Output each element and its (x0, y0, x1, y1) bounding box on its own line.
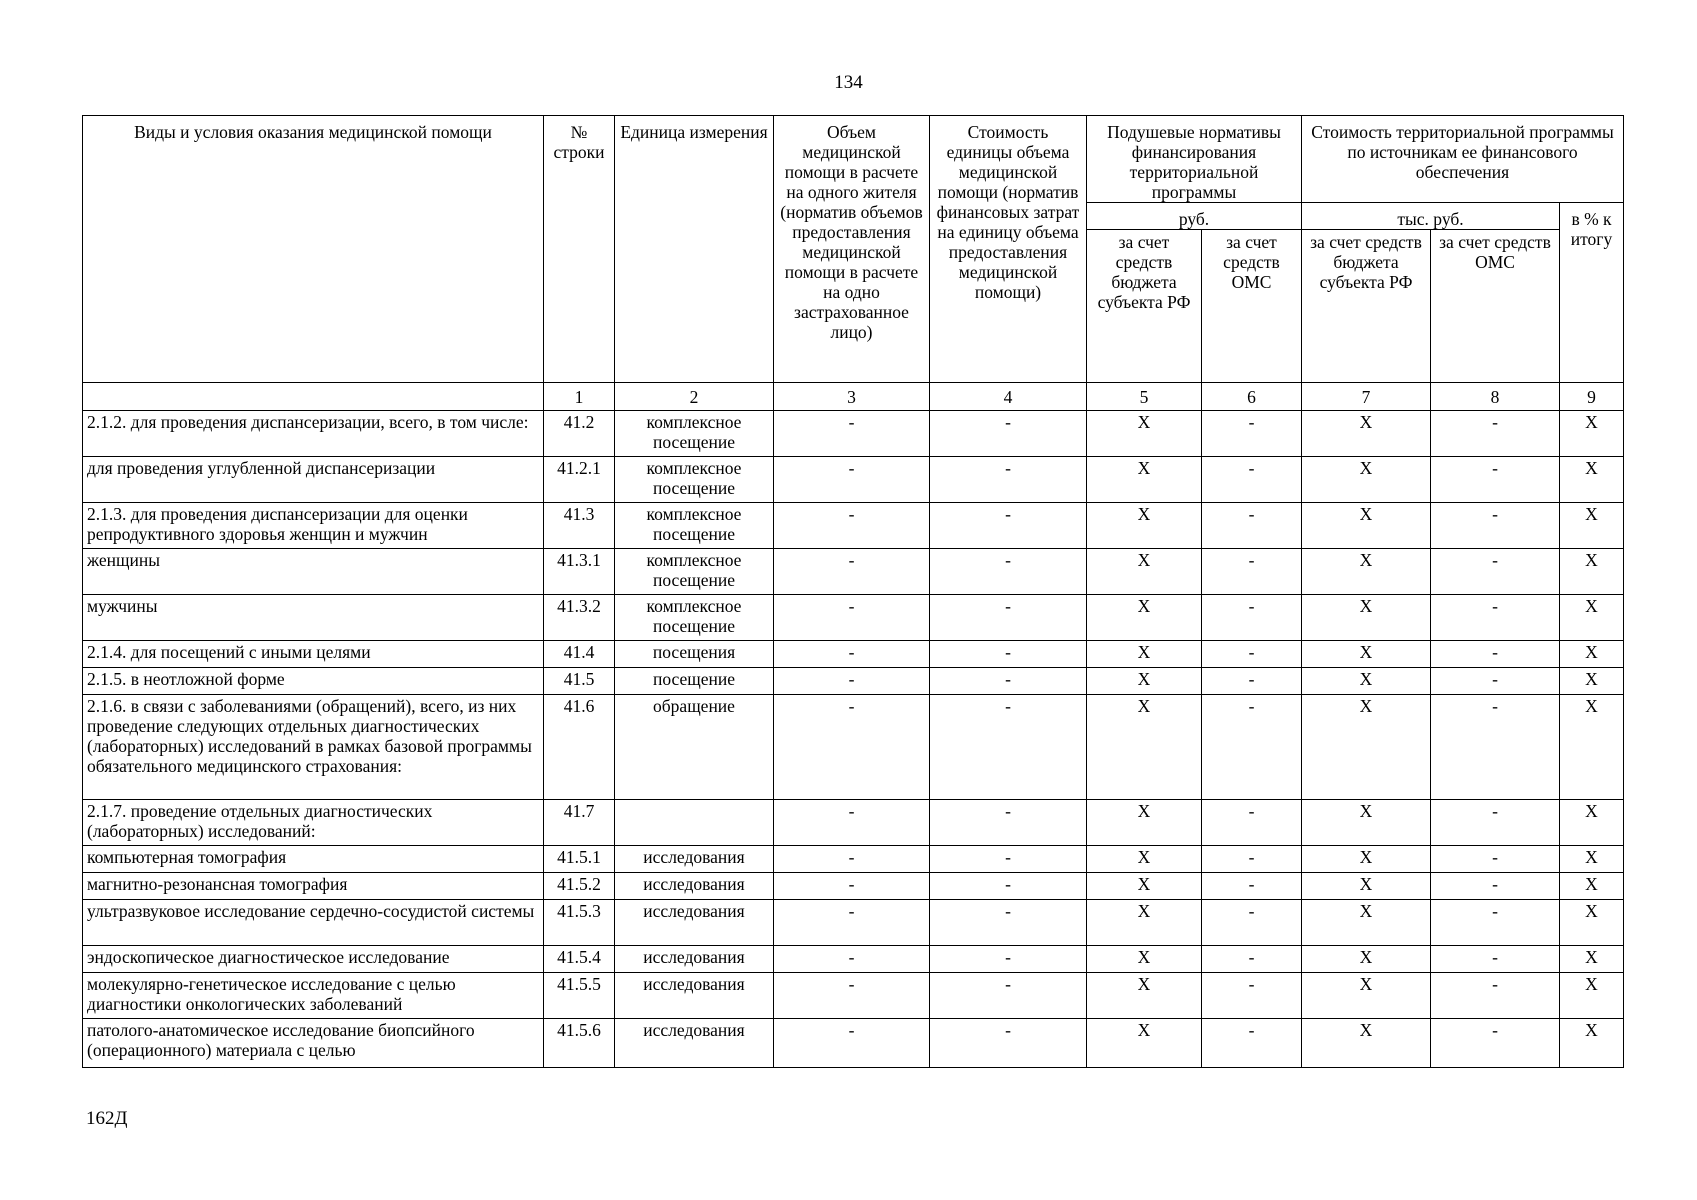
header-unit-cost: Стоимость единицы объема медицинской помощи (норматив финансовых затрат на единицу объема предоставления медицинской помощи) (930, 116, 1087, 383)
volume-cell: - (774, 873, 930, 900)
row-number-cell: 41.5.3 (544, 900, 615, 946)
header-unit-thousand-rub: тыс. руб. (1302, 203, 1560, 230)
volume-cell: - (774, 668, 930, 695)
percap-oms-cell: - (1202, 946, 1302, 973)
total-oms-cell: - (1431, 641, 1560, 668)
percent-cell: X (1560, 846, 1624, 873)
total-budget-cell: X (1302, 846, 1431, 873)
percent-cell: X (1560, 595, 1624, 641)
row-number-cell: 41.5.6 (544, 1019, 615, 1068)
care-type-cell: для проведения углубленной диспансеризации (83, 457, 544, 503)
total-budget-cell: X (1302, 641, 1431, 668)
column-number: 6 (1202, 383, 1302, 411)
percap-oms-cell: - (1202, 1019, 1302, 1068)
unit-cost-cell: - (930, 846, 1087, 873)
header-unit: Единица измерения (615, 116, 774, 383)
percap-budget-cell: X (1087, 846, 1202, 873)
header-percent-of-total: в % к итогу (1560, 203, 1624, 383)
volume-cell: - (774, 695, 930, 800)
unit-cell: исследования (615, 846, 774, 873)
care-type-cell: 2.1.5. в неотложной форме (83, 668, 544, 695)
percent-cell: X (1560, 800, 1624, 846)
percent-cell: X (1560, 549, 1624, 595)
percap-budget-cell: X (1087, 549, 1202, 595)
unit-cell: посещение (615, 668, 774, 695)
total-budget-cell: X (1302, 503, 1431, 549)
footer-document-code: 162Д (86, 1108, 128, 1129)
care-type-cell: эндоскопическое диагностическое исследование (83, 946, 544, 973)
column-number-empty (83, 383, 544, 411)
column-number: 5 (1087, 383, 1202, 411)
percap-oms-cell: - (1202, 503, 1302, 549)
unit-cell: обращение (615, 695, 774, 800)
column-number: 7 (1302, 383, 1431, 411)
row-number-cell: 41.5.1 (544, 846, 615, 873)
percent-cell: X (1560, 503, 1624, 549)
percap-oms-cell: - (1202, 873, 1302, 900)
total-budget-cell: X (1302, 1019, 1431, 1068)
volume-cell: - (774, 973, 930, 1019)
column-number: 3 (774, 383, 930, 411)
unit-cell: комплексное посещение (615, 549, 774, 595)
page-number: 134 (834, 72, 863, 93)
unit-cost-cell: - (930, 973, 1087, 1019)
row-number-cell: 41.3.2 (544, 595, 615, 641)
percent-cell: X (1560, 457, 1624, 503)
total-oms-cell: - (1431, 846, 1560, 873)
unit-cost-cell: - (930, 873, 1087, 900)
total-budget-cell: X (1302, 695, 1431, 800)
care-type-cell: 2.1.4. для посещений с иными целями (83, 641, 544, 668)
percap-oms-cell: - (1202, 973, 1302, 1019)
volume-cell: - (774, 641, 930, 668)
percap-budget-cell: X (1087, 668, 1202, 695)
row-number-cell: 41.5.2 (544, 873, 615, 900)
unit-cell: исследования (615, 973, 774, 1019)
total-budget-cell: X (1302, 800, 1431, 846)
header-budget-col5: за счет средств бюджета субъекта РФ (1087, 230, 1202, 383)
percent-cell: X (1560, 411, 1624, 457)
unit-cell: комплексное посещение (615, 457, 774, 503)
row-number-cell: 41.3 (544, 503, 615, 549)
unit-cell: комплексное посещение (615, 411, 774, 457)
column-number: 2 (615, 383, 774, 411)
total-oms-cell: - (1431, 668, 1560, 695)
row-number-cell: 41.4 (544, 641, 615, 668)
unit-cell: исследования (615, 1019, 774, 1068)
unit-cell: исследования (615, 900, 774, 946)
row-number-cell: 41.6 (544, 695, 615, 800)
unit-cell: комплексное посещение (615, 595, 774, 641)
care-type-cell: молекулярно-генетическое исследование с целью диагностики онкологических заболеваний (83, 973, 544, 1019)
percent-cell: X (1560, 973, 1624, 1019)
unit-cost-cell: - (930, 668, 1087, 695)
unit-cost-cell: - (930, 1019, 1087, 1068)
table-row (83, 549, 1624, 595)
percent-cell: X (1560, 873, 1624, 900)
percap-oms-cell: - (1202, 549, 1302, 595)
unit-cost-cell: - (930, 641, 1087, 668)
total-budget-cell: X (1302, 595, 1431, 641)
percent-cell: X (1560, 900, 1624, 946)
table-row (83, 946, 1624, 973)
header-oms-col6: за счет средств ОМС (1202, 230, 1302, 383)
percent-cell: X (1560, 668, 1624, 695)
column-number: 9 (1560, 383, 1624, 411)
volume-cell: - (774, 503, 930, 549)
column-number-row (83, 383, 1624, 411)
percap-oms-cell: - (1202, 457, 1302, 503)
row-number-cell: 41.3.1 (544, 549, 615, 595)
column-number: 4 (930, 383, 1087, 411)
percap-budget-cell: X (1087, 973, 1202, 1019)
column-number: 1 (544, 383, 615, 411)
total-oms-cell: - (1431, 411, 1560, 457)
care-type-cell: 2.1.6. в связи с заболеваниями (обращений), всего, из них проведение следующих отдельных диагностических (лабораторных) исследований в рамках базовой программы обязательного медицинского страхования: (83, 695, 544, 800)
volume-cell: - (774, 549, 930, 595)
care-type-cell: мужчины (83, 595, 544, 641)
total-budget-cell: X (1302, 457, 1431, 503)
care-type-cell: компьютерная томография (83, 846, 544, 873)
row-number-cell: 41.2.1 (544, 457, 615, 503)
total-oms-cell: - (1431, 503, 1560, 549)
care-type-cell: женщины (83, 549, 544, 595)
percap-oms-cell: - (1202, 846, 1302, 873)
percap-budget-cell: X (1087, 946, 1202, 973)
row-number-cell: 41.7 (544, 800, 615, 846)
care-type-cell: 2.1.7. проведение отдельных диагностических (лабораторных) исследований: (83, 800, 544, 846)
volume-cell: - (774, 846, 930, 873)
table-row (83, 503, 1624, 549)
table-row (83, 641, 1624, 668)
unit-cell (615, 800, 774, 846)
volume-cell: - (774, 900, 930, 946)
total-budget-cell: X (1302, 873, 1431, 900)
total-oms-cell: - (1431, 973, 1560, 1019)
percap-budget-cell: X (1087, 411, 1202, 457)
table-row (83, 1019, 1624, 1068)
table-row (83, 846, 1624, 873)
header-per-capita-group: Подушевые нормативы финансирования территориальной программы (1087, 116, 1302, 203)
percap-budget-cell: X (1087, 641, 1202, 668)
table-row (83, 457, 1624, 503)
financing-table (82, 115, 1624, 1068)
row-number-cell: 41.5 (544, 668, 615, 695)
total-oms-cell: - (1431, 900, 1560, 946)
percap-budget-cell: X (1087, 800, 1202, 846)
header-oms-col8: за счет средств ОМС (1431, 230, 1560, 383)
percap-budget-cell: X (1087, 873, 1202, 900)
volume-cell: - (774, 411, 930, 457)
care-type-cell: 2.1.3. для проведения диспансеризации для оценки репродуктивного здоровья женщин и мужчин (83, 503, 544, 549)
care-type-cell: патолого-анатомическое исследование биопсийного (операционного) материала с целью (83, 1019, 544, 1068)
percap-oms-cell: - (1202, 800, 1302, 846)
total-budget-cell: X (1302, 549, 1431, 595)
table-row (83, 695, 1624, 800)
total-budget-cell: X (1302, 973, 1431, 1019)
header-volume: Объем медицинской помощи в расчете на одного жителя (норматив объемов предоставления медицинской помощи в расчете на одно застрахованное лицо) (774, 116, 930, 383)
table-row (83, 873, 1624, 900)
header-budget-col7: за счет средств бюджета субъекта РФ (1302, 230, 1431, 383)
unit-cost-cell: - (930, 457, 1087, 503)
unit-cost-cell: - (930, 411, 1087, 457)
care-type-cell: ультразвуковое исследование сердечно-сосудистой системы (83, 900, 544, 946)
percap-budget-cell: X (1087, 1019, 1202, 1068)
total-oms-cell: - (1431, 549, 1560, 595)
care-type-cell: магнитно-резонансная томография (83, 873, 544, 900)
header-type-of-care: Виды и условия оказания медицинской помощи (83, 116, 544, 383)
percap-oms-cell: - (1202, 900, 1302, 946)
volume-cell: - (774, 457, 930, 503)
total-budget-cell: X (1302, 946, 1431, 973)
percap-oms-cell: - (1202, 595, 1302, 641)
table-row (83, 595, 1624, 641)
total-oms-cell: - (1431, 946, 1560, 973)
percent-cell: X (1560, 641, 1624, 668)
total-oms-cell: - (1431, 457, 1560, 503)
unit-cell: посещения (615, 641, 774, 668)
total-oms-cell: - (1431, 800, 1560, 846)
volume-cell: - (774, 800, 930, 846)
unit-cost-cell: - (930, 549, 1087, 595)
percent-cell: X (1560, 695, 1624, 800)
unit-cost-cell: - (930, 595, 1087, 641)
table-row (83, 973, 1624, 1019)
total-budget-cell: X (1302, 668, 1431, 695)
unit-cost-cell: - (930, 900, 1087, 946)
unit-cost-cell: - (930, 695, 1087, 800)
percap-budget-cell: X (1087, 900, 1202, 946)
percap-oms-cell: - (1202, 641, 1302, 668)
unit-cell: исследования (615, 873, 774, 900)
percap-budget-cell: X (1087, 695, 1202, 800)
percent-cell: X (1560, 1019, 1624, 1068)
header-unit-rub: руб. (1087, 203, 1302, 230)
total-oms-cell: - (1431, 873, 1560, 900)
table-row (83, 411, 1624, 457)
unit-cost-cell: - (930, 946, 1087, 973)
care-type-cell: 2.1.2. для проведения диспансеризации, всего, в том числе: (83, 411, 544, 457)
percap-budget-cell: X (1087, 503, 1202, 549)
table-row (83, 800, 1624, 846)
row-number-cell: 41.5.5 (544, 973, 615, 1019)
volume-cell: - (774, 1019, 930, 1068)
percap-oms-cell: - (1202, 668, 1302, 695)
total-oms-cell: - (1431, 1019, 1560, 1068)
unit-cost-cell: - (930, 503, 1087, 549)
percap-budget-cell: X (1087, 595, 1202, 641)
header-total-cost-group: Стоимость территориальной программы по источникам ее финансового обеспечения (1302, 116, 1624, 203)
table-row (83, 900, 1624, 946)
total-budget-cell: X (1302, 900, 1431, 946)
total-budget-cell: X (1302, 411, 1431, 457)
row-number-cell: 41.2 (544, 411, 615, 457)
volume-cell: - (774, 946, 930, 973)
unit-cell: комплексное посещение (615, 503, 774, 549)
percap-oms-cell: - (1202, 411, 1302, 457)
total-oms-cell: - (1431, 595, 1560, 641)
unit-cell: исследования (615, 946, 774, 973)
percent-cell: X (1560, 946, 1624, 973)
percap-oms-cell: - (1202, 695, 1302, 800)
unit-cost-cell: - (930, 800, 1087, 846)
header-row-number: № строки (544, 116, 615, 383)
header-row-top (83, 116, 1624, 203)
column-number: 8 (1431, 383, 1560, 411)
total-oms-cell: - (1431, 695, 1560, 800)
volume-cell: - (774, 595, 930, 641)
row-number-cell: 41.5.4 (544, 946, 615, 973)
table-row (83, 668, 1624, 695)
percap-budget-cell: X (1087, 457, 1202, 503)
